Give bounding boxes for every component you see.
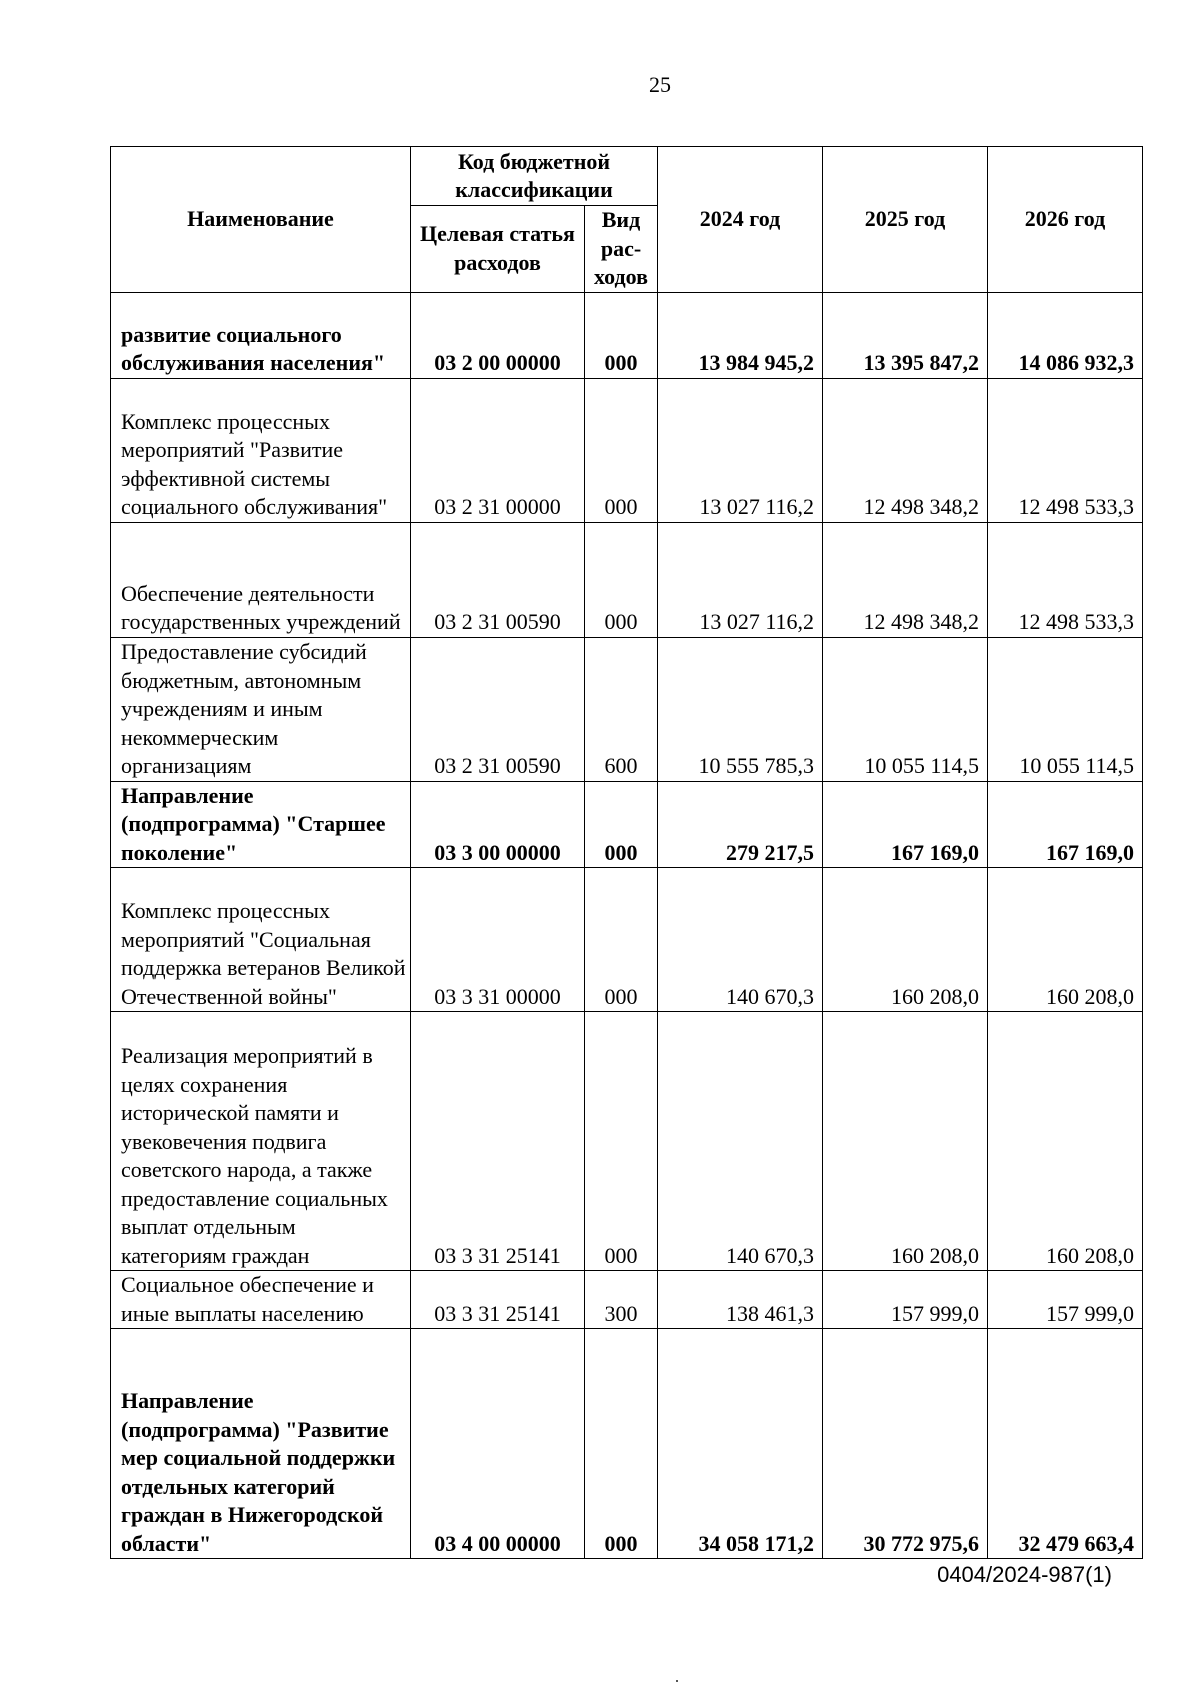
row-code: 03 3 31 25141 — [411, 1271, 585, 1329]
row-code: 03 3 31 00000 — [411, 868, 585, 1012]
table-row — [111, 292, 1143, 378]
row-2026: 157 999,0 — [988, 1271, 1143, 1329]
scan-speck — [676, 1680, 678, 1682]
table-row — [111, 522, 1143, 637]
row-code: 03 2 00 00000 — [411, 292, 585, 378]
row-2026: 160 208,0 — [988, 1012, 1143, 1271]
header-name: Наименование — [111, 147, 411, 293]
row-2025: 157 999,0 — [823, 1271, 988, 1329]
row-code: 03 3 00 00000 — [411, 781, 585, 868]
row-2025: 160 208,0 — [823, 1012, 988, 1271]
row-2025: 13 395 847,2 — [823, 292, 988, 378]
row-2024: 34 058 171,2 — [658, 1329, 823, 1559]
row-2024: 138 461,3 — [658, 1271, 823, 1329]
row-kind: 600 — [585, 637, 658, 781]
row-code: 03 2 31 00590 — [411, 522, 585, 637]
row-name: Социальное обеспечение и иные выплаты населению — [111, 1271, 411, 1329]
row-2026: 167 169,0 — [988, 781, 1143, 868]
row-kind: 000 — [585, 292, 658, 378]
table-row — [111, 637, 1143, 781]
header-2024: 2024 год — [658, 147, 823, 293]
row-code: 03 3 31 25141 — [411, 1012, 585, 1271]
budget-table — [110, 146, 1143, 1559]
table-row — [111, 1271, 1143, 1329]
row-2024: 279 217,5 — [658, 781, 823, 868]
row-name: Предоставление субсидий бюджетным, автономным учреждениям и иным некоммерческим организациям — [111, 637, 411, 781]
row-name: Обеспечение деятельности государственных учреждений — [111, 522, 411, 637]
row-2026: 10 055 114,5 — [988, 637, 1143, 781]
row-2024: 140 670,3 — [658, 868, 823, 1012]
table-row — [111, 378, 1143, 522]
header-code-group: Код бюджетной классификации — [411, 147, 658, 206]
row-name: Комплекс процессных мероприятий "Развитие эффективной системы социального обслуживания" — [111, 378, 411, 522]
row-2026: 32 479 663,4 — [988, 1329, 1143, 1559]
table-row — [111, 868, 1143, 1012]
row-2024: 13 027 116,2 — [658, 378, 823, 522]
row-kind: 000 — [585, 781, 658, 868]
row-2025: 167 169,0 — [823, 781, 988, 868]
row-code: 03 2 31 00000 — [411, 378, 585, 522]
table-row — [111, 1012, 1143, 1271]
row-kind: 000 — [585, 378, 658, 522]
row-name: развитие социального обслуживания населения" — [111, 292, 411, 378]
row-2026: 12 498 533,3 — [988, 522, 1143, 637]
row-kind: 000 — [585, 1012, 658, 1271]
table-row — [111, 781, 1143, 868]
row-2025: 30 772 975,6 — [823, 1329, 988, 1559]
row-name: Комплекс процессных мероприятий "Социальная поддержка ветеранов Великой Отечественной войны" — [111, 868, 411, 1012]
row-kind: 000 — [585, 522, 658, 637]
table-row — [111, 1329, 1143, 1559]
row-2025: 12 498 348,2 — [823, 378, 988, 522]
row-name: Реализация мероприятий в целях сохранения исторической памяти и увековечения подвига советского народа, а также предоставление социальных выплат отдельным категориям граждан — [111, 1012, 411, 1271]
row-2024: 140 670,3 — [658, 1012, 823, 1271]
row-code: 03 4 00 00000 — [411, 1329, 585, 1559]
header-expense-kind: Вид рас-ходов — [585, 206, 658, 293]
row-kind: 000 — [585, 1329, 658, 1559]
header-2026: 2026 год — [988, 147, 1143, 293]
row-name: Направление (подпрограмма) "Развитие мер социальной поддержки отдельных категорий граждан в Нижегородской области" — [111, 1329, 411, 1559]
document-id: 0404/2024-987(1) — [937, 1562, 1112, 1587]
row-2026: 160 208,0 — [988, 868, 1143, 1012]
row-2026: 14 086 932,3 — [988, 292, 1143, 378]
row-code: 03 2 31 00590 — [411, 637, 585, 781]
row-kind: 000 — [585, 868, 658, 1012]
header-target-article: Целевая статья расходов — [411, 206, 585, 293]
row-2024: 10 555 785,3 — [658, 637, 823, 781]
row-2024: 13 984 945,2 — [658, 292, 823, 378]
row-2024: 13 027 116,2 — [658, 522, 823, 637]
page-number: 25 — [649, 72, 671, 97]
row-2025: 12 498 348,2 — [823, 522, 988, 637]
row-2025: 10 055 114,5 — [823, 637, 988, 781]
row-kind: 300 — [585, 1271, 658, 1329]
header-2025: 2025 год — [823, 147, 988, 293]
row-name: Направление (подпрограмма) "Старшее поколение" — [111, 781, 411, 868]
row-2025: 160 208,0 — [823, 868, 988, 1012]
row-2026: 12 498 533,3 — [988, 378, 1143, 522]
